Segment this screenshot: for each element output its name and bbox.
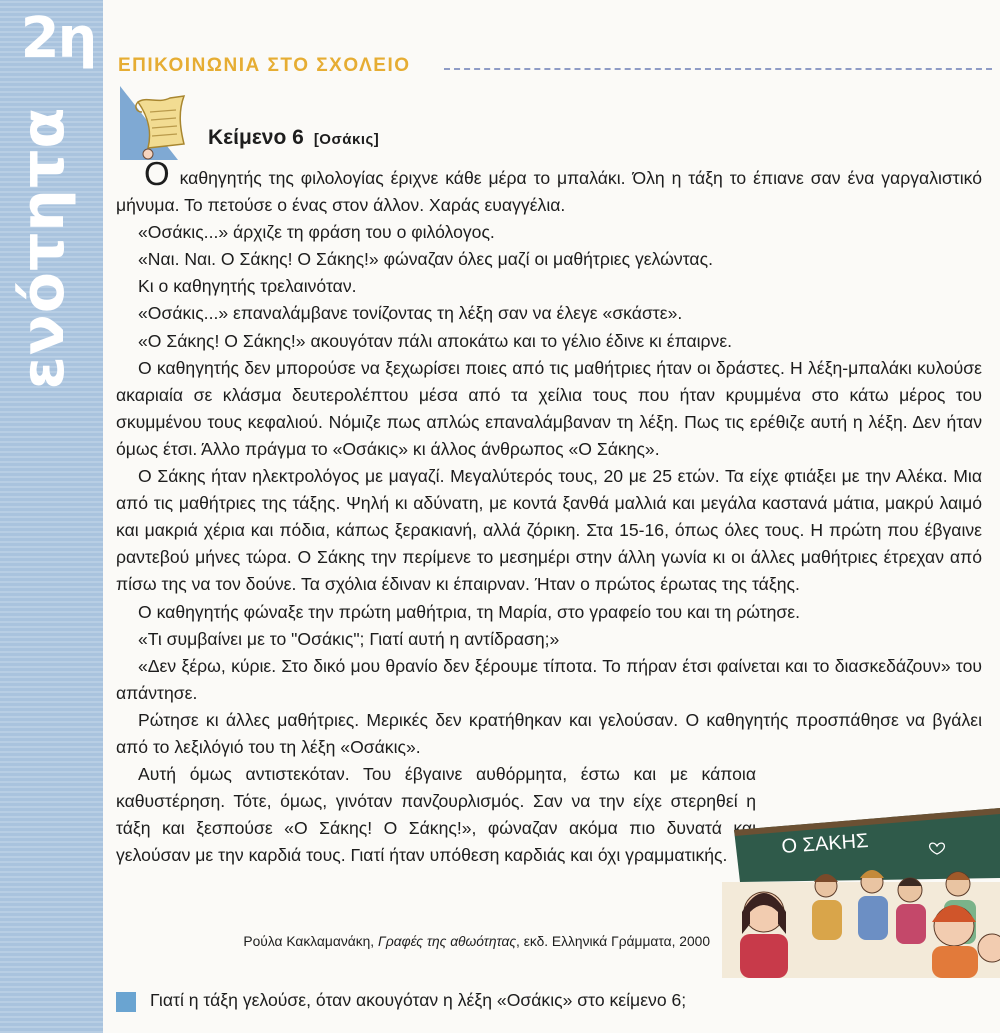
source-author: Ρούλα Κακλαμανάκη,: [243, 934, 375, 949]
scroll-document-icon: [118, 82, 198, 162]
unit-label: ενότητα: [8, 106, 78, 390]
question-text: Γιατί η τάξη γελούσε, όταν ακουγόταν η λέξη «Οσάκις» στο κείμενο 6;: [150, 990, 687, 1010]
square-bullet-icon: [116, 992, 136, 1012]
story-text: [116, 155, 982, 869]
section-title: ΕΠΙΚΟΙΝΩΝΙΑ ΣΤΟ ΣΧΟΛΕΙΟ: [118, 55, 411, 76]
paragraph: Κι ο καθηγητής τρελαινόταν.: [138, 276, 357, 297]
title-sub: [Οσάκις]: [313, 131, 380, 148]
drop-cap: Ο: [144, 155, 170, 192]
section-header: [118, 55, 993, 79]
paragraph: Ο καθηγητής δεν μπορούσε να ξεχωρίσει ποιες από τις μαθήτριες ήταν οι δράστες. Η λέξη-μπαλάκι κυλούσε ακαριαία σε κλάσμα δευτερολέπτου μέσα από τα χείλια τους που ήταν κρυμμένα στο κάτω μέρος του σκυμμένου τους κεφαλιού. Νόμιζε πως απλώς επαναλάμβαναν τη λέξη. Πως τις ερέθιζε αυτή η λέξη. Δεν ήταν όμως έτσι. Άλλο πράγμα το «Οσάκις» κι άλλος άνθρωπος «Ο Σάκης».: [116, 357, 982, 459]
question-block: [116, 990, 996, 1020]
paragraph: «Τι συμβαίνει με το "Οσάκις"; Γιατί αυτή η αντίδραση;»: [138, 628, 560, 649]
blackboard-text: Ο ΣΑΚΗΣ: [780, 829, 870, 858]
paragraph: Ο καθηγητής της φιλολογίας έριχνε κάθε μέρα το μπαλάκι. Όλη η τάξη το έπιανε σαν ένα γαργαλιστικό μήνυμα. Το πετούσε ο ένας στον άλλον. Χαράς ευαγγέλια.: [116, 155, 982, 216]
source-book: Γραφές της αθωότητας: [377, 934, 517, 949]
paragraph: Ο καθηγητής φώναξε την πρώτη μαθήτρια, τη Μαρία, στο γραφείο του και τη ρώτησε.: [138, 601, 801, 622]
text-title: [208, 126, 379, 150]
unit-side-band: [0, 0, 103, 1033]
paragraph: «Ο Σάκης! Ο Σάκης!» ακουγόταν πάλι αποκάτω και το γέλιο έδινε κι έπαιρνε.: [138, 330, 733, 351]
paragraph: «Ναι. Ναι. Ο Σάκης! Ο Σάκης!» φώναζαν όλες μαζί οι μαθήτριες γελώντας.: [138, 249, 713, 270]
paragraph: Ο Σάκης ήταν ηλεκτρολόγος με μαγαζί. Μεγαλύτερός τους, 20 με 25 ετών. Τα είχε φτιάξει με την Αλέκα. Μια από τις μαθήτριες της τάξης. Ψηλή κι αδύνατη, με κοντά ξανθά μαλλιά και μεγάλα καστανά μάτια, μακρύ λαιμό και μακριά χέρια και πόδια, κάπως ξερακιανή, αλλά ζόρικη. Στα 15-16, όπως όλες τους. Η πρώτη που έβγαινε ραντεβού μήνες τώρα. Ο Σάκης την περίμενε το μεσημέρι στην άλλη γωνία κι οι άλλες μαθήτριες έτρεχαν από πίσω της να τον δούνε. Τα σχόλια έδιναν κι έπαιρναν. Ήταν ο πρώτος έρωτας της τάξης.: [116, 466, 982, 595]
source-publisher: , εκδ. Ελληνικά Γράμματα, 2000: [516, 934, 710, 949]
paragraph: «Οσάκις...» επαναλάμβανε τονίζοντας τη λέξη σαν να έλεγε «σκάστε».: [138, 303, 683, 324]
classroom-illustration: [722, 808, 1000, 978]
unit-number: 2η: [20, 6, 96, 71]
paragraph: Αυτή όμως αντιστεκόταν. Του έβγαινε αυθόρμητα, έστω και με κάποια καθυστέρηση. Τότε, όμως, γινόταν πανζουρλισμός. Σαν να την είχε στερηθεί η τάξη και ξεσπούσε «Ο Σάκης! Ο Σάκης!», φώναζαν ακόμα πιο δυνατά και γελούσαν με την καρδιά τους. Γιατί ήταν υπόθεση καρδιάς και όχι γραμματικής.: [116, 764, 756, 866]
dashed-divider: [444, 68, 992, 70]
source-citation: [120, 934, 710, 949]
paragraph: Ρώτησε κι άλλες μαθήτριες. Μερικές δεν κρατήθηκαν και γελούσαν. Ο καθηγητής προσπάθησε να βγάλει από το λεξιλόγιό του τη λέξη «Οσάκις».: [116, 709, 982, 757]
paragraph: «Οσάκις...» άρχιζε τη φράση του ο φιλόλογος.: [138, 222, 495, 243]
title-main: Κείμενο 6: [208, 126, 304, 149]
paragraph: «Δεν ξέρω, κύριε. Στο δικό μου θρανίο δεν ξέρουμε τίποτα. Το πήραν έτσι φαίνεται και το διασκεδάζουν» του απάντησε.: [116, 655, 982, 703]
